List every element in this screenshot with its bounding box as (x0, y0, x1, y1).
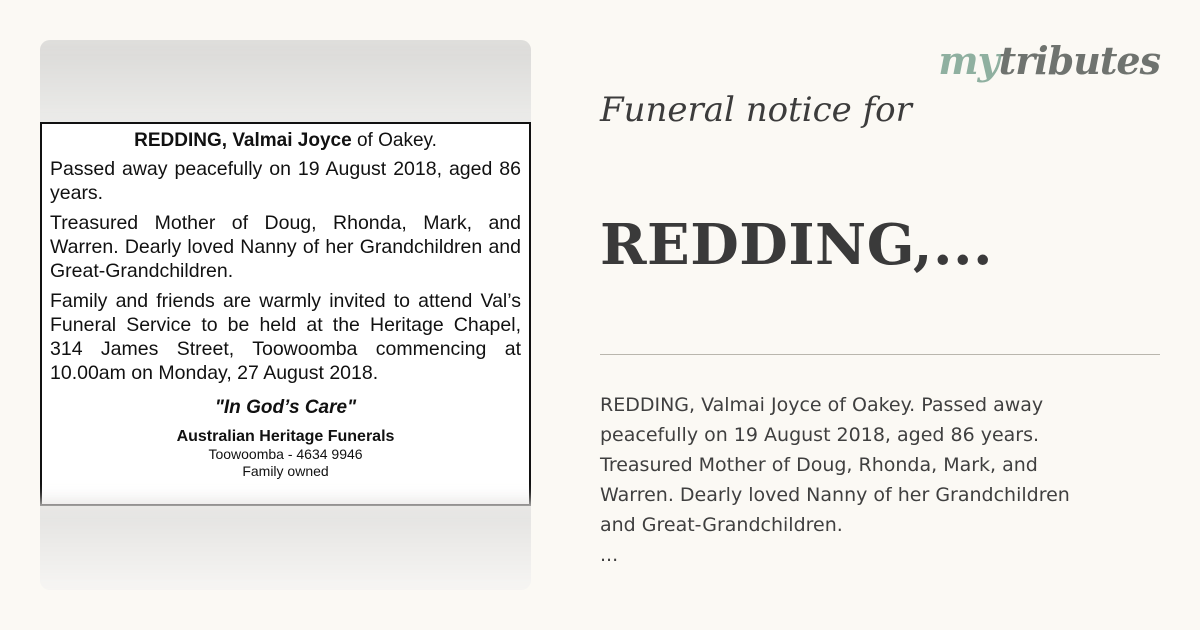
logo-my: my (938, 38, 999, 83)
logo-tributes: tributes (998, 38, 1160, 83)
notice-locality: of Oakey. (356, 130, 437, 151)
notice-image-card (40, 40, 531, 590)
funeral-director-name: Australian Heritage Funerals (176, 428, 395, 445)
divider (600, 354, 1160, 355)
notice-given-names: Valmai Joyce (232, 130, 352, 151)
notice-surname: REDDING, (134, 130, 228, 151)
notice-type-heading: Funeral notice for (600, 90, 912, 130)
summary-line: Treasured Mother of Doug, Rhonda, Mark, and (600, 454, 1038, 476)
summary-line: REDDING, Valmai Joyce of Oakey. Passed away (600, 394, 1044, 416)
funeral-director-contact: Toowoomba - 4634 9946 (208, 446, 363, 462)
notice-summary (600, 390, 1140, 570)
blurred-top-area (40, 40, 531, 126)
notice-heading (50, 129, 521, 153)
deceased-name-title: REDDING,... (600, 212, 994, 278)
funeral-director-tagline: Family owned (242, 463, 329, 479)
notice-quote: "In God’s Care" (214, 397, 357, 418)
mytributes-logo[interactable] (938, 38, 1160, 83)
summary-ellipsis: ... (600, 544, 619, 566)
summary-line: peacefully on 19 August 2018, aged 86 years. (600, 424, 1040, 446)
notice-paragraph-passed: Passed away peacefully on 19 August 2018, aged 86 years. (50, 158, 521, 204)
newspaper-notice (40, 122, 531, 506)
summary-line: and Great-Grandchildren. (600, 514, 843, 536)
notice-paragraph-service: Family and friends are warmly invited to attend Val’s Funeral Service to be held at the Heritage Chapel, 314 James Street, Toowoomba commencing at 10.00am on Monday, 27 August 2018. (50, 290, 521, 384)
summary-line: Warren. Dearly loved Nanny of her Grandchildren (600, 484, 1070, 506)
blurred-bottom-area (40, 502, 531, 590)
notice-paragraph-family: Treasured Mother of Doug, Rhonda, Mark, and Warren. Dearly loved Nanny of her Grandchildren and Great-Grandchildren. (50, 212, 521, 282)
